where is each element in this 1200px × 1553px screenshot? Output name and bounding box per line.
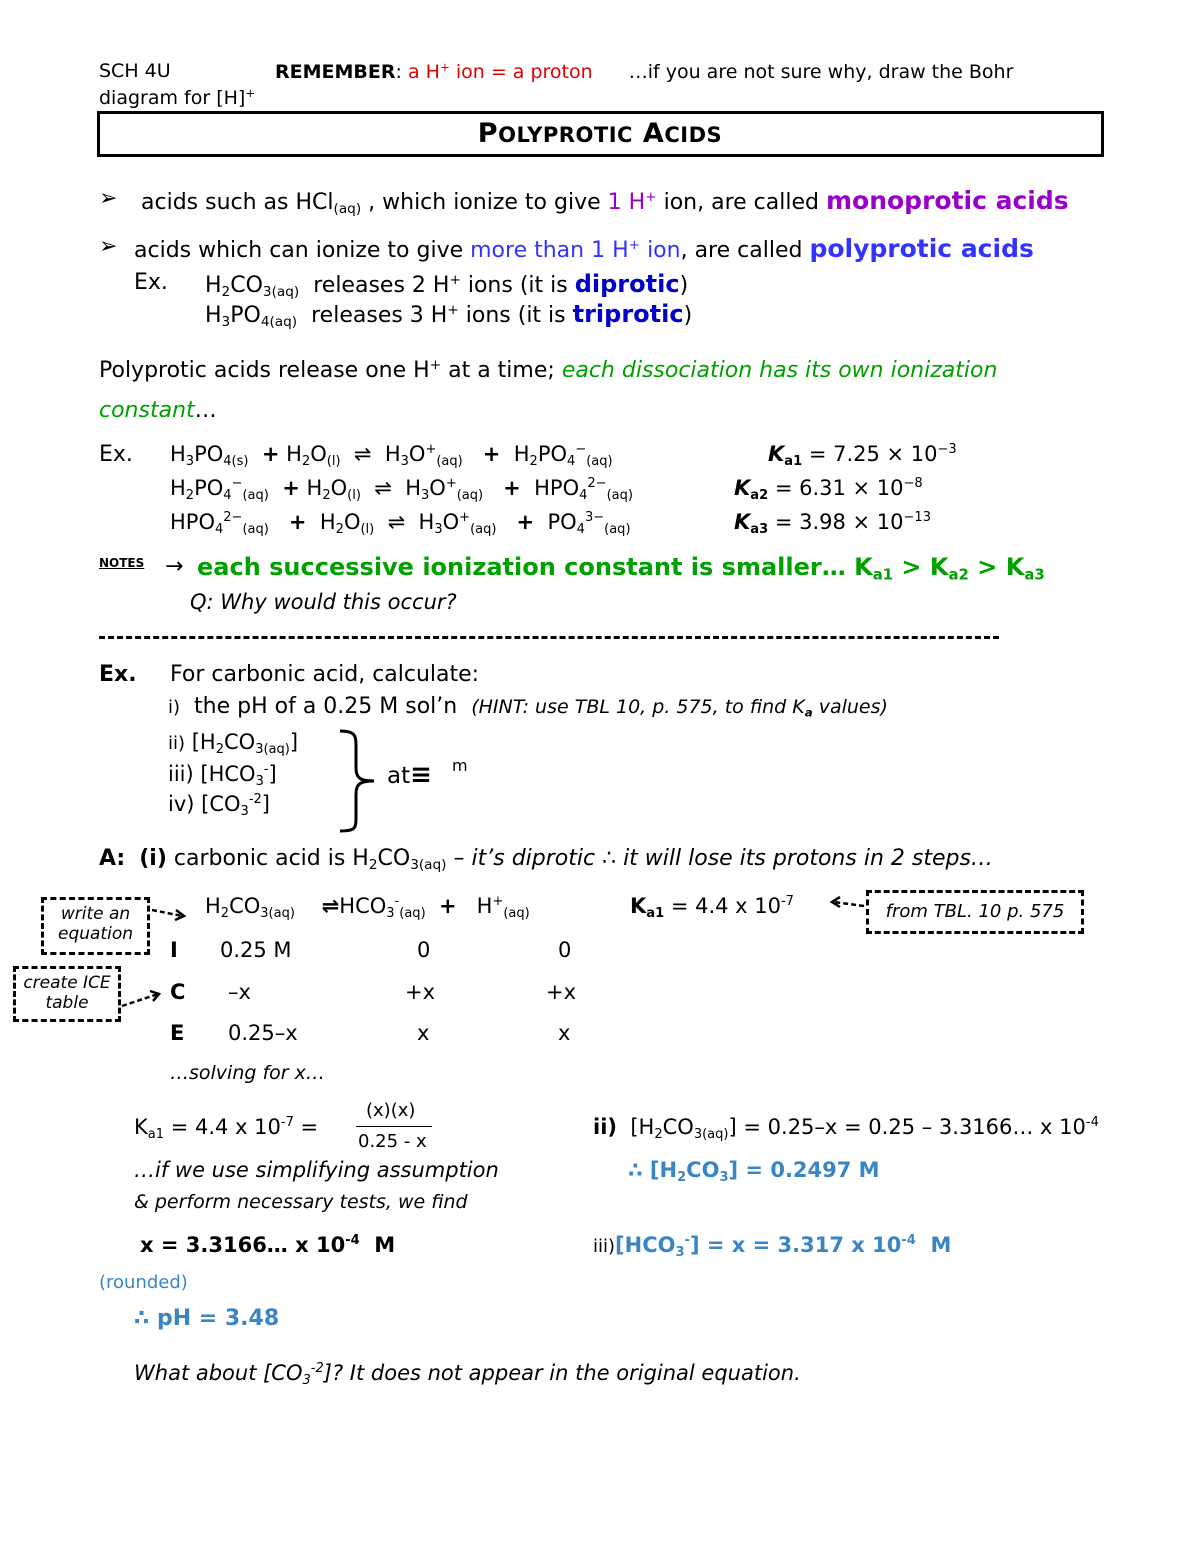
- notes-label: NOTES: [99, 556, 145, 570]
- remember-label: REMEMBER: [275, 61, 396, 84]
- notes-text: each successive ionization constant is smaller… $K_{a1} > K_{a2} > K_{a3}$: [197, 553, 1045, 584]
- ka1-value: $K_{a1} = 4.4$ x $10^{-7}$: [630, 894, 794, 921]
- ph-result: ∴ pH = 3.48: [134, 1306, 280, 1331]
- carbonic-part-iv: iv) $[CO_3^{-2}]$: [168, 792, 270, 819]
- ka1-constant: $K_{a1} = 7.25 \times 10^{-3}$: [768, 442, 957, 469]
- fraction-bar: [356, 1126, 432, 1127]
- release-line: Polyprotic acids release one H+ at a time; each dissociation has its own ionization: [99, 357, 998, 384]
- carbonic-ex-label: Ex.: [99, 662, 137, 687]
- notes-question: Q: Why would this occur?: [190, 590, 457, 614]
- fraction-numerator: (x)(x): [366, 1100, 416, 1121]
- remember-tail-2: diagram for [H]+: [99, 86, 256, 110]
- example-triprotic: $H_3PO_{4(aq)}$ releases 3 H+ ions (it is triprotic): [205, 300, 693, 331]
- at-equilibrium: at≡: [387, 760, 432, 790]
- bullet-arrow-1: ➢: [99, 186, 118, 211]
- answer-header: A: (i) carbonic acid is $H_2CO_{3(aq)}$ – it’s diprotic ∴ it will lose its protons in 2 steps…: [99, 846, 993, 874]
- equation-1: $H_3PO_{4(s)} + H_2O_{(l)}$ ⇌ $H_3O^+_{(aq)}$ + $H_2PO_4^-_{(aq)}$: [170, 442, 613, 469]
- note-equation: write an equation: [57, 904, 133, 944]
- example-diprotic: $H_2CO_{3(aq)}$ releases 2 H+ ions (it is diprotic): [205, 270, 689, 301]
- note-ice: create ICE table: [23, 973, 111, 1013]
- page-title: POLYPROTIC ACIDS: [477, 118, 723, 149]
- arrow-table: [828, 896, 868, 916]
- part-ii-answer: ii) $[H_2CO_{3(aq)}] = 0.25-x = 0.25$ – 3.3166… x $10^{-4}$: [593, 1115, 1099, 1142]
- ice-equation: $H_2CO_{3(aq)}$ $\rightleftharpoons HCO_3^-_{(aq)} + H^+_{(aq)}$: [205, 894, 530, 921]
- curly-brace: [338, 728, 378, 834]
- part-ii-result: ∴ $[H_2CO_3] = 0.2497$ M: [628, 1158, 880, 1185]
- course-code: SCH 4U: [99, 60, 171, 82]
- at-m: m: [452, 756, 468, 775]
- equation-ex-label: Ex.: [99, 442, 133, 467]
- remember-note: REMEMBER: a H+ ion = a proton …if you are not sure why, draw the Bohr: [275, 60, 1014, 84]
- remember-proton: ion = a proton: [455, 61, 593, 84]
- carbonic-part-i: i) the pH of a 0.25 M sol’n (HINT: use TBL 10, p. 575, to find $K_a$ values): [168, 694, 888, 720]
- carbonic-part-iii: iii) $[HCO_3^-]$: [168, 762, 277, 789]
- solving-text: …solving for x…: [170, 1062, 325, 1084]
- notes-arrow: →: [165, 554, 184, 579]
- remember-tail: …if you are not sure why, draw the Bohr: [628, 61, 1014, 84]
- release-line-2: constant…: [99, 398, 217, 423]
- part-iii-answer: $iii)[HCO_3^-] = x = 3.317$ x $10^{-4}$ M: [593, 1233, 952, 1260]
- what-about-text: What about $[CO_3^{-2}]$? It does not appear in the original equation.: [134, 1361, 801, 1388]
- x-result: x = 3.3166… x $10^{-4}$ M: [140, 1233, 396, 1257]
- ka1-expression: $K_{a1} = 4.4$ x $10^{-7}$ =: [134, 1115, 319, 1142]
- example-label: Ex.: [134, 270, 168, 295]
- arrow-equation: [150, 900, 190, 930]
- carbonic-intro: For carbonic acid, calculate:: [170, 662, 480, 687]
- rounded-note: (rounded): [99, 1272, 188, 1293]
- note-table: from TBL. 10 p. 575: [885, 901, 1065, 922]
- equation-3: $HPO_4^{2-}_{(aq)}$ + $H_2O_{(l)}$ ⇌ $H_3O^+_{(aq)}$ + $PO_4^{3-}_{(aq)}$: [170, 510, 631, 537]
- separator-line: [99, 636, 999, 639]
- bullet-1: acids such as HCl$_{(aq)}$ , which ionize to give 1 H+ ion, are called monoprotic acids: [141, 186, 1069, 218]
- assumption-text: …if we use simplifying assumption: [134, 1158, 499, 1182]
- fraction-denominator: 0.25 - x: [358, 1131, 427, 1152]
- tests-text: & perform necessary tests, we find: [134, 1191, 468, 1213]
- bullet-arrow-2: ➢: [99, 234, 118, 259]
- bullet-2: acids which can ionize to give more than 1 H+ ion, are called polyprotic acids: [134, 234, 1034, 263]
- equation-2: $H_2PO_4^-_{(aq)} + H_2O_{(l)}$ ⇌ $H_3O^+_{(aq)}$ + $HPO_4^{2-}_{(aq)}$: [170, 476, 633, 503]
- remember-h: a H: [407, 61, 440, 84]
- ka2-constant: $K_{a2} = 6.31 \times 10^{-8}$: [734, 476, 923, 503]
- ka3-constant: $K_{a3} = 3.98 \times 10^{-13}$: [734, 510, 931, 537]
- carbonic-part-ii: ii) $[H_2CO_{3(aq)}]$: [168, 730, 299, 757]
- arrow-ice: [120, 988, 165, 1018]
